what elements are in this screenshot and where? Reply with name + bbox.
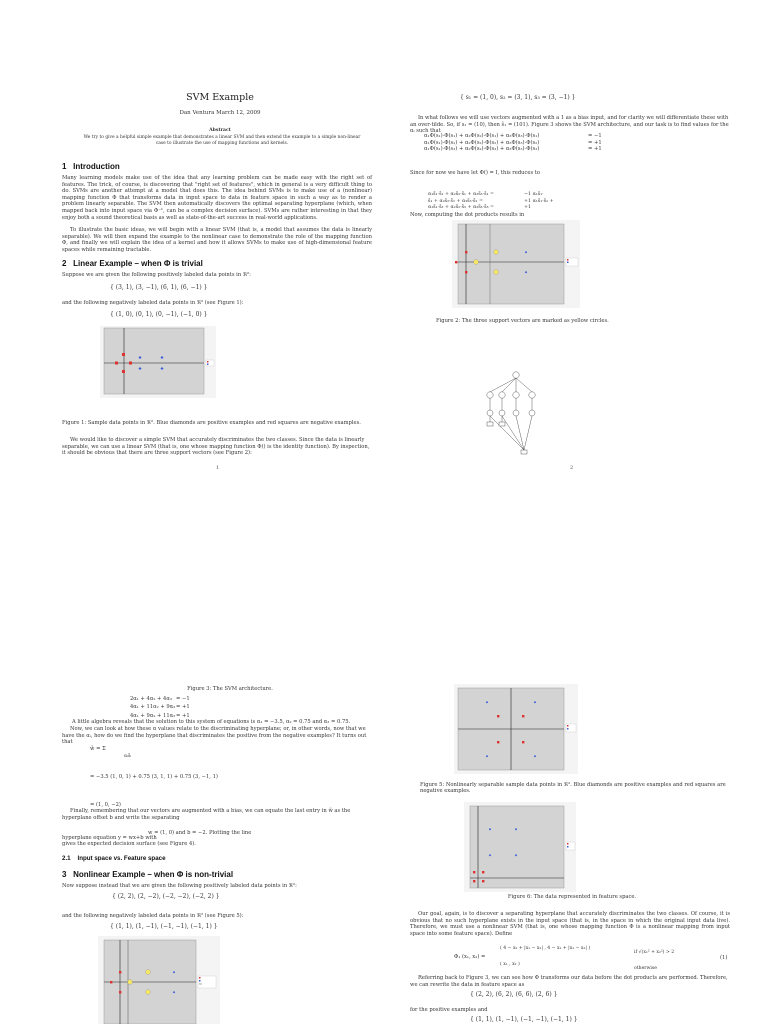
section-1-heading: 1 Introduction [62,162,120,171]
support-vector [474,260,479,265]
feature-positive-points: { (2, 2), (6, 2), (6, 6), (2, 6) } [470,991,558,998]
phi-case-2: ( x₁ , x₂ ) [500,962,520,967]
neg-point [110,981,112,983]
section-2-heading: 2 Linear Example – when Φ is trivial [62,259,203,268]
figure-5-plot [454,684,578,774]
neg-point [497,715,499,717]
sec3-positive-points: { (2, 2), (2, −2), (−2, −2), (−2, 2) } [112,893,220,900]
neg-point [522,715,524,717]
figure-4 [98,936,220,1024]
alpha-equations-rhs: = −1 = +1 = +1 [588,133,602,153]
figure-4-plot [98,936,220,1024]
equation-number-1: (1) [720,955,728,961]
page3-paragraph-3: Finally, remembering that our vectors are augmented with a bias, we can equate the last entry in w̃ as the hyperplane offset b and write the separating [62,808,351,821]
page-4 [384,512,768,1024]
alpha-equations: α₁Φ(s₁)·Φ(s₁) + α₂Φ(s₂)·Φ(s₁) + α₃Φ(s₃)·Φ(s₁) α₁Φ(s₁)·Φ(s₂) + α₂Φ(s₂)·Φ(s₂) + α₃Φ(s₃)·Φ(s₂) α₁Φ(s₁)·Φ(s₃) + α₂Φ(s₂)·Φ(s₃) + α₃Φ(s₃)·Φ(s₃) [424,133,540,153]
reduced-equations: α₁s̃₁·s̃₁ + α₂s̃₂·s̃₁ + α₃s̃₃·s̃₁ = s̃₁ + α₂s̃₂·s̃₂ + α₃s̃₃·s̃₂ = α₁s̃₁·s̃₃ + α₂s̃₂·s̃₃ + α₃s̃₃·s̃₃ = [428,192,495,211]
figure-1-plot [100,326,216,398]
sec2-paragraph-3: We would like to discover a simple SVM that accurately discriminates the two classes. Since the data is linearly separable, we can use a linear SVM (that is, one whose mapping function Φ() is the identity function). By inspection, it should be obvious that there are three support vectors (see Figure 2): [62,437,370,457]
page-3 [0,512,384,1024]
phi-case-1: ( 4 − x₂ + |x₁ − x₂| , 4 − x₁ + |x₁ − x₂| ) [500,946,591,951]
support-vector [146,990,151,995]
neg-point [473,871,475,873]
neg-point [482,880,484,882]
w-b-definition: w = (1, 0) and b = −2. Plotting the line [148,830,252,836]
page-number-1: 1 [216,465,220,471]
figure-6-caption: Figure 6: The data represented in feature space. [507,894,637,900]
neg-point [122,353,125,356]
neg-point [455,261,457,263]
figure-2-caption: Figure 2: The three support vectors are marked as yellow circles. [436,318,609,324]
page-number-2: 2 [570,465,574,471]
neg-point [119,971,121,973]
alpha-system-rhs: = −1 = +1 = +1 [176,696,190,719]
phi-condition: if √(x₁² + x₂²) > 2 [634,950,675,955]
neg-point [497,741,499,743]
figure-5-caption: Figure 5: Nonlinearly separable sample data points in ℜ². Blue diamonds are positive examples and red squares are negative examples. [420,782,726,794]
svm-architecture-svg [480,368,560,458]
w-sum-term: αᵢs̃ᵢ [124,754,132,759]
svm-architecture-diagram [480,368,560,458]
author-date: Dan Ventura March 12, 2009 [179,110,261,116]
page-1 [0,0,384,480]
page3-paragraph-4a: hyperplane equation y = wx+b with [62,835,157,841]
figure-3-caption: Figure 3: The SVM architecture. [187,686,273,692]
sec3-negative-points: { (1, 1), (1, −1), (−1, −1), (−1, 1) } [110,923,218,930]
page2-paragraph-2: Since for now we have let Φ() = I, this reduces to [410,170,541,176]
section-3-heading: 3 Nonlinear Example – when Φ is non-trivial [62,870,234,879]
phi-label: Φ₁ (x₁, x₂) = [454,954,486,960]
page3-paragraph-1: A little algebra reveals that the solution to this system of equations is α₁ = −3.5, α₂ = 0.75 and α₃ = 0.75. [72,719,351,725]
abstract-text: We try to give a helpful simple example that demonstrates a linear SVM and then extend the example to a simple non-linear case to illustrate the use of mapping functions and kernels. [83,135,361,146]
page-2 [384,0,768,480]
alpha-system: 2α₁ + 4α₂ + 4α₃ 4α₁ + 11α₂ + 9α₃ 4α₁ + 9α₂ + 11α₃ [130,696,176,719]
page4-paragraph-3: for the positive examples and [410,1007,488,1013]
phi-otherwise: otherwise [634,966,657,971]
sec2-paragraph-2: and the following negatively labeled data points in ℜ² (see Figure 1): [62,300,244,306]
subsection-2-1-heading: 2.1 Input space vs. Feature space [62,855,166,862]
positive-points-set: { (3, 1), (3, −1), (6, 1), (6, −1) } [110,284,208,291]
page2-paragraph-1: In what follows we will use vectors augmented with a 1 as a bias input, and for clarity we will differentiate these with an over-tilde. So, if s₁ = (10), then s̃₁ = (101). Figure 3 shows the SVM architecture, and our task is to find values for the αᵢ such that [410,115,729,135]
support-vectors-set: { s₁ = (1, 0), s₂ = (3, 1), s₃ = (3, −1) } [460,94,576,101]
neg-point [473,880,475,882]
support-vector [494,250,499,255]
sec3-paragraph-1: Now suppose instead that we are given the following positively labeled data points in ℜ²: [62,883,297,889]
neg-point [129,362,132,365]
figure-6 [464,802,576,892]
w-result: = (1, 0, −2) [90,802,121,808]
neg-point [522,741,524,743]
neg-point [119,991,121,993]
page4-paragraph-1: Our goal, again, is to discover a separating hyperplane that accurately discriminates the two classes. Of course, it is obvious that no such hyperplane exists in the input space (that is, in the space in which the original input data live). Therefore, we must use a nonlinear SVM (that is, one whose mapping function Φ is a nonlinear mapping from input space into some feature space). Define [410,911,730,937]
figure-2 [452,220,580,308]
phi-definition [454,942,754,974]
sec3-paragraph-2: and the following negatively labeled data points in ℜ² (see Figure 5): [62,913,244,919]
support-vector [494,270,499,275]
support-vector [128,980,133,985]
figure-1 [100,326,216,398]
page3-paragraph-4b: gives the expected decision surface (see Figure 4). [62,841,196,847]
paper-title: SVM Example [186,92,254,103]
intro-paragraph-2: To illustrate the basic ideas, we will begin with a linear SVM (that is, a model that assumes the data is linearly separable). We will then expand the example to the nonlinear case to demonstrate the role of the mapping function Φ, and finally we will explain the idea of a kernel and how it allows SVMs to make use of high-dimensional feature spaces while remaining tractable. [62,227,372,253]
reduced-equations-rhs: −1 α₁s̃₁· +1 α₁s̃₁·s̃₂ + +1 [524,192,554,211]
support-vector [146,970,151,975]
neg-point [115,362,118,365]
figure-2-plot [452,220,580,308]
feature-negative-points: { (1, 1), (1, −1), (−1, −1), (−1, 1) } [470,1016,578,1023]
w-expansion: = −3.5 (1, 0, 1) + 0.75 (3, 1, 1) + 0.75 (3, −1, 1) [90,774,218,780]
negative-points-set: { (1, 0), (0, 1), (0, −1), (−1, 0) } [110,311,208,318]
sec2-paragraph-1: Suppose we are given the following positively labeled data points in ℜ²: [62,272,251,278]
page3-paragraph-2: Now, we can look at how these α values relate to the discriminating hyperplane; or, in other words, now that we have the αᵢ, how do we find the hyperplane that discriminates the positive from the negative examples? It turns out that [62,726,367,746]
intro-paragraph-1: Many learning models make use of the idea that any learning problem can be made easy with the right set of features. The trick, of course, is discovering that "right set of features", which in general is a very difficult thing to do. SVMs are another attempt at a model that does this. The idea behind SVMs is to make use of a (nonlinear) mapping function Φ that transforms data in input space to data in feature space in such a way as to render a problem linearly separable. The SVM then automatically discovers the optimal separating hyperplane (which, when mapped back into input space via Φ⁻¹, can be a complex decision surface). SVMs are rather interesting in that they enjoy both a sound theoretical basis as well as state-of-the-art success in real-world applications. [62,175,372,221]
page2-paragraph-3: Now, computing the dot products results in [410,212,525,218]
figure-1-caption: Figure 1: Sample data points in ℜ². Blue diamonds are positive examples and red squares are negative examples. [62,420,361,426]
w-sum-line: w̃ = Σ [90,746,106,752]
neg-point [122,370,125,373]
neg-point [482,871,484,873]
neg-point [465,251,467,253]
figure-6-plot [464,802,576,892]
page4-paragraph-2: Referring back to Figure 3, we can see how Φ transforms our data before the dot products are performed. Therefore, we can rewrite the data in feature space as [410,975,728,988]
abstract-heading: Abstract [209,128,231,133]
figure-5 [454,684,578,774]
neg-point [465,271,467,273]
